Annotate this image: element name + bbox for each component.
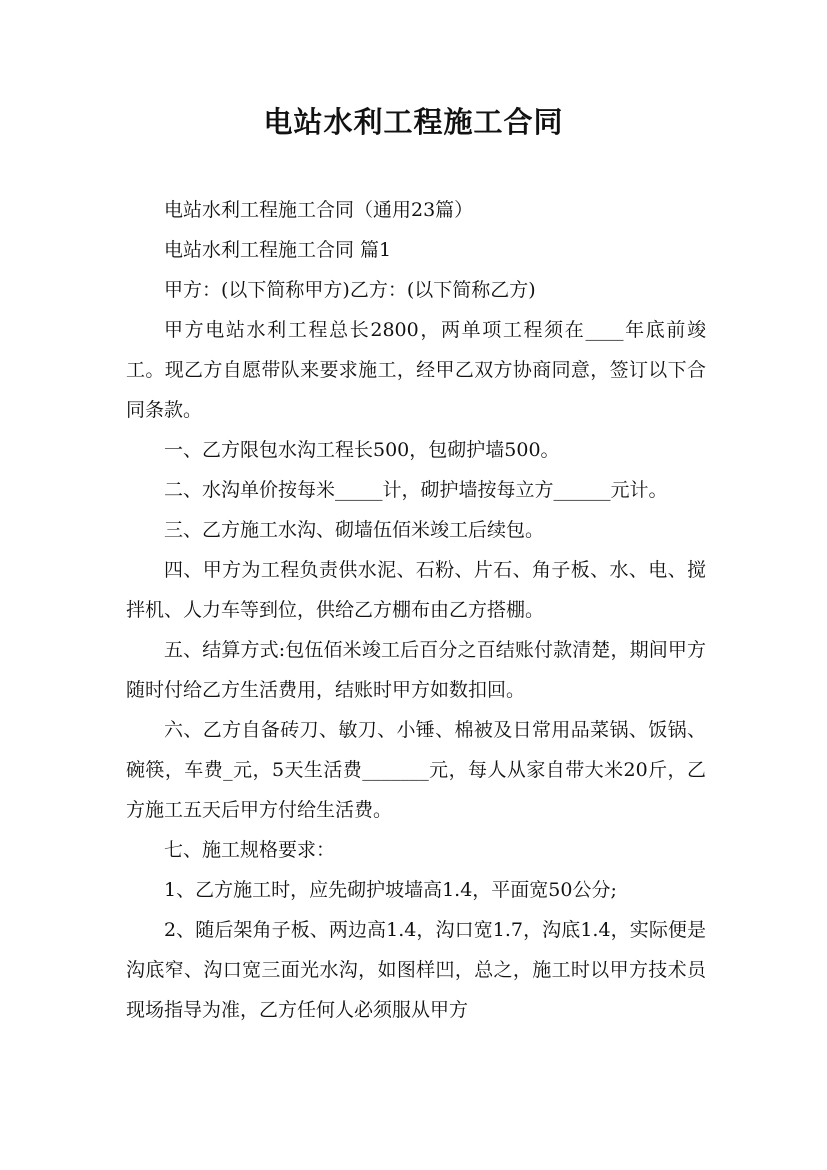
document-body <box>126 190 706 1030</box>
paragraph-clause-1: 一、乙方限包水沟工程长500，包砌护墙500。 <box>164 439 560 461</box>
paragraph-parties: 甲方：(以下简称甲方)乙方：(以下简称乙方) <box>164 279 536 301</box>
paragraph-clause-6: 六、乙方自备砖刀、敏刀、小锤、棉被及日常用品菜锅、饭锅、碗筷，车费_元，5天生活费_______元，每人从家自带大米20斤，乙方施工五天后甲方付给生活费。 <box>126 719 706 821</box>
paragraph-spec-2: 2、随后架角子板、两边高1.4，沟口宽1.7，沟底1.4，实际便是沟底窄、沟口宽三面光水沟，如图样凹，总之，施工时以甲方技术员现场指导为准，乙方任何人必须服从甲方 <box>126 919 706 1021</box>
paragraph-clause-7: 七、施工规格要求： <box>164 839 336 861</box>
paragraph-clause-5: 五、结算方式:包伍佰米竣工后百分之百结账付款清楚，期间甲方随时付给乙方生活费用，结账时甲方如数扣回。 <box>126 639 706 701</box>
paragraph-intro: 甲方电站水利工程总长2800，两单项工程须在____年底前竣工。现乙方自愿带队来要求施工，经甲乙双方协商同意，签订以下合同条款。 <box>126 319 706 421</box>
paragraph-spec-1: 1、乙方施工时，应先砌护坡墙高1.4，平面宽50公分; <box>164 879 617 901</box>
paragraph-clause-3: 三、乙方施工水沟、砌墙伍佰米竣工后续包。 <box>164 519 545 541</box>
paragraph-clause-4: 四、甲方为工程负责供水泥、石粉、片石、角子板、水、电、搅拌机、人力车等到位，供给乙方棚布由乙方搭棚。 <box>126 559 706 621</box>
document-title: 电站水利工程施工合同 <box>263 105 564 139</box>
paragraph-section-heading: 电站水利工程施工合同 篇1 <box>164 239 392 261</box>
paragraph-subtitle: 电站水利工程施工合同（通用23篇） <box>164 199 474 221</box>
paragraph-clause-2: 二、水沟单价按每米_____计，砌护墙按每立方______元计。 <box>164 479 668 501</box>
